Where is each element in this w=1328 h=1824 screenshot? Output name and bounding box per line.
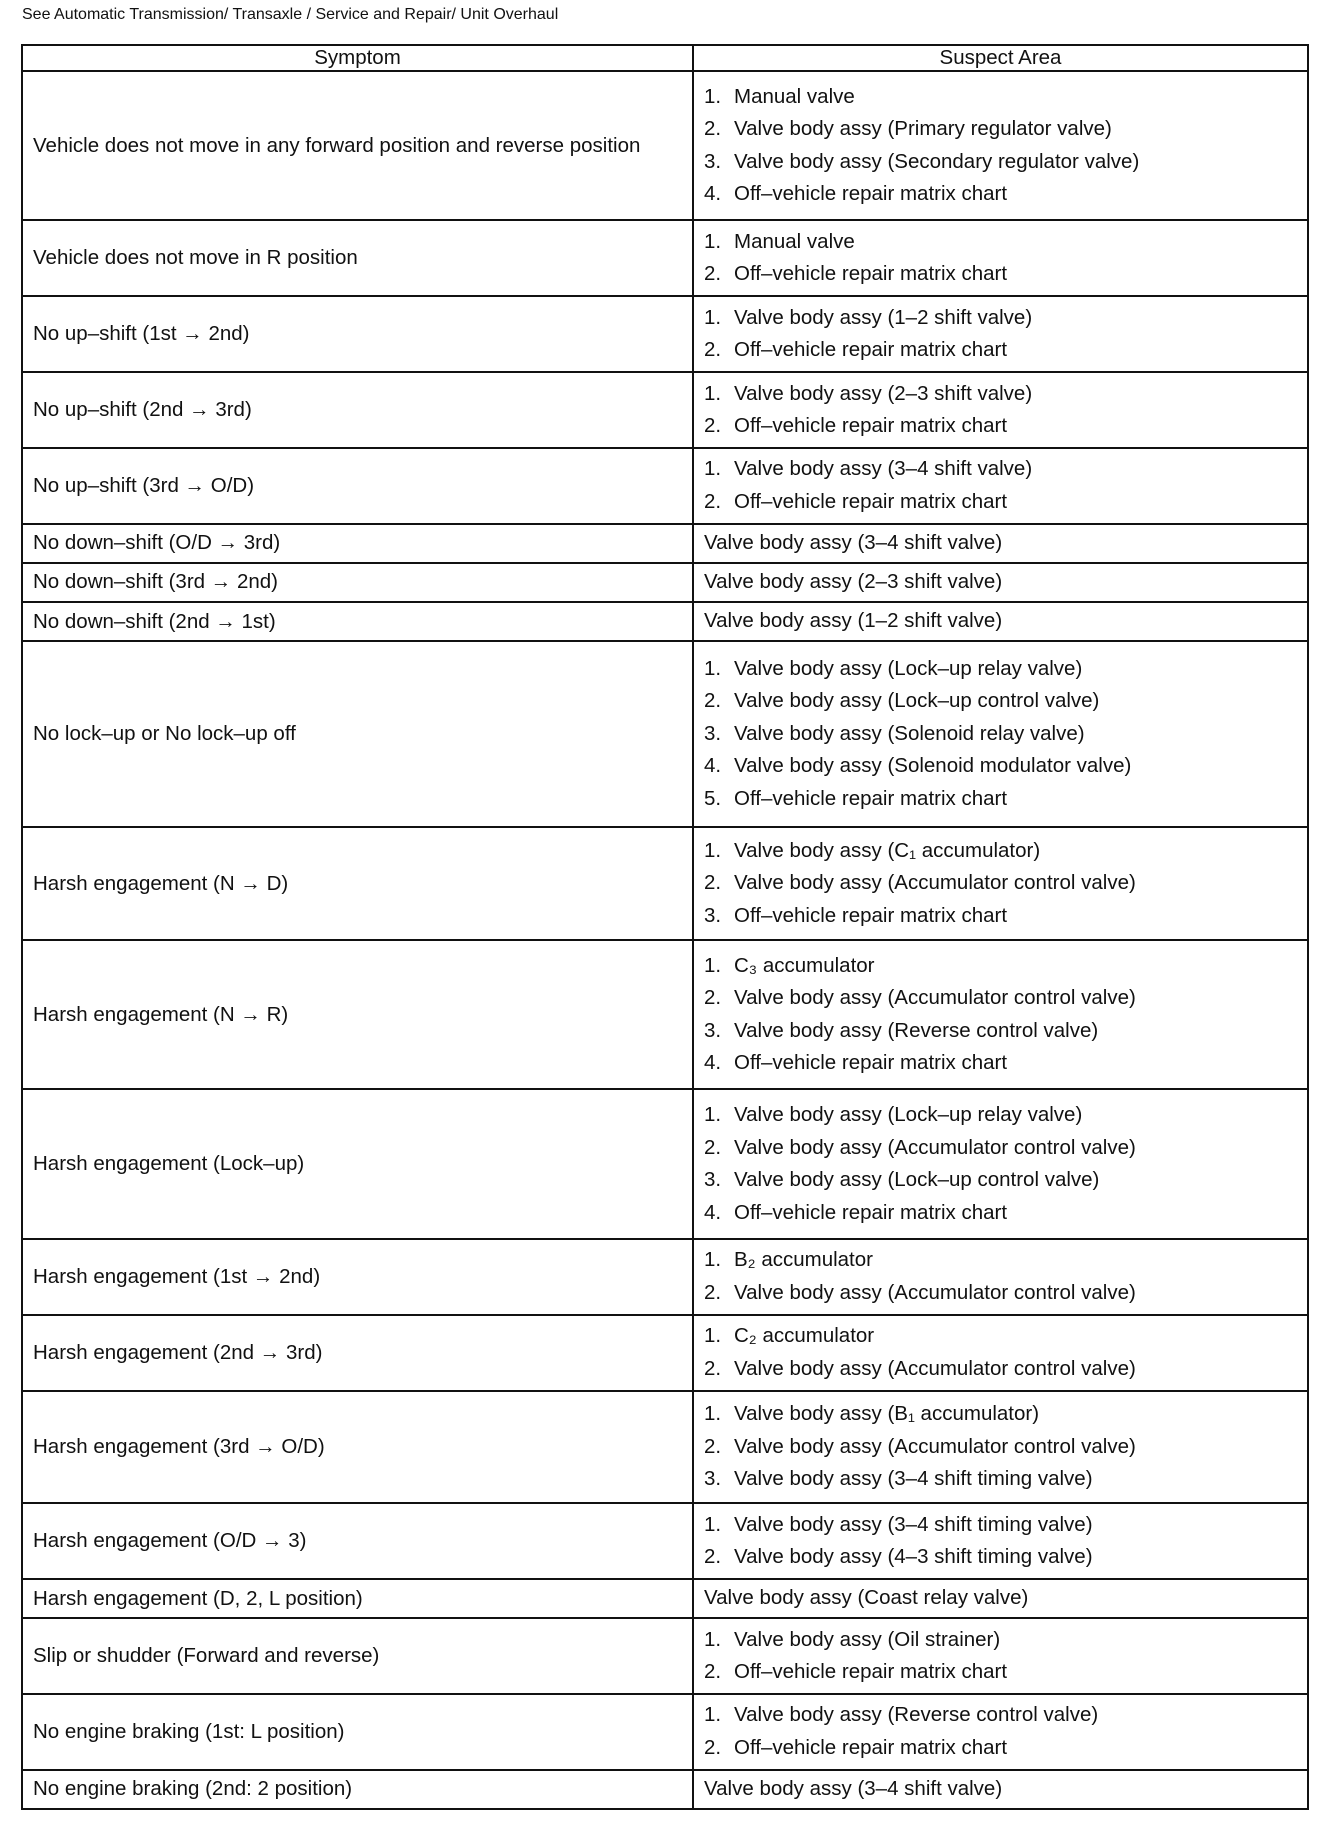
item-text: C₃ accumulator <box>734 953 875 977</box>
item-text: Off–vehicle repair matrix chart <box>734 338 1008 362</box>
table-row <box>22 1391 1308 1504</box>
item-number: 1. <box>704 1402 722 1426</box>
suspect-area-item <box>704 1431 1297 1464</box>
suspect-area-cell <box>693 448 1308 524</box>
suspect-area-item <box>704 982 1297 1015</box>
symptom-text: No engine braking (2nd: 2 position) <box>33 1777 353 1801</box>
item-number: 1. <box>704 1248 722 1272</box>
suspect-area-cell <box>693 71 1308 220</box>
suspect-area-item <box>704 1463 1297 1496</box>
item-number: 1. <box>704 229 722 253</box>
item-number: 1. <box>704 1103 722 1127</box>
suspect-area-item <box>704 900 1297 933</box>
table-row <box>22 1770 1308 1809</box>
suspect-area-cell <box>693 372 1308 448</box>
symptom-text: No up–shift (2nd → 3rd) <box>33 398 252 422</box>
item-number: 2. <box>704 117 722 141</box>
symptom-text: Harsh engagement (3rd → O/D) <box>33 1434 325 1458</box>
item-text: Valve body assy (Reverse control valve) <box>734 1703 1099 1727</box>
item-text: Off–vehicle repair matrix chart <box>734 903 1008 927</box>
suspect-area-cell <box>693 524 1308 563</box>
symptom-cell <box>22 448 693 524</box>
item-number: 3. <box>704 721 722 745</box>
suspect-area-item <box>704 718 1297 751</box>
symptom-cell <box>22 1239 693 1315</box>
item-text: Off–vehicle repair matrix chart <box>734 182 1008 206</box>
suspect-area-item <box>704 750 1297 783</box>
symptom-text: No lock–up or No lock–up off <box>33 722 296 746</box>
symptom-text: Vehicle does not move in R position <box>33 246 358 270</box>
suspect-area-cell <box>693 296 1308 372</box>
suspect-area-item <box>704 950 1297 983</box>
suspect-area-item <box>704 1541 1297 1574</box>
item-number: 2. <box>704 414 722 438</box>
symptom-text: No up–shift (3rd → O/D) <box>33 473 255 497</box>
item-number: 2. <box>704 1135 722 1159</box>
symptom-text: Slip or shudder (Forward and reverse) <box>33 1644 380 1668</box>
suspect-area-cell <box>693 1089 1308 1238</box>
table-row <box>22 524 1308 563</box>
item-text: Valve body assy (4–3 shift timing valve) <box>734 1545 1093 1569</box>
item-number: 4. <box>704 182 722 206</box>
suspect-area-item <box>704 453 1297 486</box>
symptom-text: Harsh engagement (N → D) <box>33 871 289 895</box>
symptom-cell <box>22 1391 693 1504</box>
suspect-area-text: Valve body assy (Coast relay valve) <box>704 1586 1029 1610</box>
suspect-area-item <box>704 146 1297 179</box>
item-text: Valve body assy (Solenoid modulator valve) <box>734 754 1132 778</box>
item-text: Valve body assy (Lock–up control valve) <box>734 689 1100 713</box>
item-text: Valve body assy (3–4 shift valve) <box>734 457 1033 481</box>
item-number: 2. <box>704 489 722 513</box>
item-text: Valve body assy (Accumulator control valve) <box>734 871 1136 895</box>
table-row <box>22 220 1308 296</box>
suspect-area-item <box>704 783 1297 816</box>
table-row <box>22 1694 1308 1770</box>
item-number: 1. <box>704 381 722 405</box>
symptom-cell <box>22 1618 693 1694</box>
suspect-area-item <box>704 178 1297 211</box>
item-text: Valve body assy (Accumulator control valve) <box>734 1135 1136 1159</box>
item-text: Off–vehicle repair matrix chart <box>734 489 1008 513</box>
symptom-text: Harsh engagement (D, 2, L position) <box>33 1586 363 1610</box>
suspect-area-item <box>704 1277 1297 1310</box>
suspect-area-text: Valve body assy (3–4 shift valve) <box>704 531 1003 555</box>
table-row <box>22 296 1308 372</box>
item-text: Manual valve <box>734 84 855 108</box>
item-text: Valve body assy (3–4 shift timing valve) <box>734 1512 1093 1536</box>
suspect-area-cell <box>693 220 1308 296</box>
item-number: 2. <box>704 1545 722 1569</box>
symptom-cell <box>22 524 693 563</box>
item-text: Off–vehicle repair matrix chart <box>734 1735 1008 1759</box>
symptom-cell <box>22 641 693 827</box>
suspect-area-item <box>704 113 1297 146</box>
table-row <box>22 448 1308 524</box>
suspect-area-item <box>704 1509 1297 1542</box>
item-number: 1. <box>704 953 722 977</box>
symptom-cell <box>22 1315 693 1391</box>
item-text: Off–vehicle repair matrix chart <box>734 786 1008 810</box>
item-text: Valve body assy (Accumulator control valve) <box>734 1356 1136 1380</box>
item-text: Off–vehicle repair matrix chart <box>734 1200 1008 1224</box>
item-text: Manual valve <box>734 229 855 253</box>
item-number: 2. <box>704 262 722 286</box>
suspect-area-text: Valve body assy (3–4 shift valve) <box>704 1777 1003 1801</box>
item-number: 1. <box>704 84 722 108</box>
item-text: Valve body assy (Accumulator control valve) <box>734 1280 1136 1304</box>
item-text: Valve body assy (Reverse control valve) <box>734 1018 1099 1042</box>
item-text: Off–vehicle repair matrix chart <box>734 414 1008 438</box>
item-number: 1. <box>704 838 722 862</box>
problem-symptoms-table <box>21 44 1309 1810</box>
table-row <box>22 602 1308 641</box>
symptom-cell <box>22 296 693 372</box>
item-number: 4. <box>704 1200 722 1224</box>
symptom-cell <box>22 1579 693 1618</box>
suspect-area-item <box>704 1624 1297 1657</box>
item-text: Valve body assy (Oil strainer) <box>734 1627 1001 1651</box>
document-header-note: See Automatic Transmission/ Transaxle / Service and Repair/ Unit Overhaul <box>22 6 559 23</box>
symptom-cell <box>22 1503 693 1579</box>
item-number: 1. <box>704 656 722 680</box>
suspect-area-item <box>704 1099 1297 1132</box>
symptom-cell <box>22 602 693 641</box>
table-row <box>22 641 1308 827</box>
suspect-area-item <box>704 1398 1297 1431</box>
suspect-area-cell <box>693 641 1308 827</box>
symptom-column-header: Symptom <box>22 45 693 71</box>
table-row <box>22 563 1308 602</box>
symptom-text: No down–shift (2nd → 1st) <box>33 609 276 633</box>
suspect-area-item <box>704 258 1297 291</box>
suspect-area-cell <box>693 827 1308 940</box>
symptom-text: No up–shift (1st → 2nd) <box>33 322 250 346</box>
suspect-area-item <box>704 486 1297 519</box>
suspect-area-item <box>704 410 1297 443</box>
item-number: 2. <box>704 689 722 713</box>
symptom-cell <box>22 563 693 602</box>
symptom-cell <box>22 71 693 220</box>
suspect-area-cell <box>693 1579 1308 1618</box>
suspect-area-item <box>704 835 1297 868</box>
table-row <box>22 940 1308 1089</box>
suspect-area-item <box>704 378 1297 411</box>
suspect-area-cell <box>693 1694 1308 1770</box>
symptom-cell <box>22 827 693 940</box>
item-number: 2. <box>704 986 722 1010</box>
suspect-area-item <box>704 1244 1297 1277</box>
suspect-area-item <box>704 1353 1297 1386</box>
suspect-area-item <box>704 867 1297 900</box>
item-text: Valve body assy (3–4 shift timing valve) <box>734 1467 1093 1491</box>
item-number: 2. <box>704 1660 722 1684</box>
suspect-area-item <box>704 1015 1297 1048</box>
suspect-area-item <box>704 1132 1297 1165</box>
item-number: 1. <box>704 1703 722 1727</box>
item-text: Valve body assy (B₁ accumulator) <box>734 1402 1040 1426</box>
suspect-area-item <box>704 1164 1297 1197</box>
table-row <box>22 1089 1308 1238</box>
symptom-text: Harsh engagement (N → R) <box>33 1002 289 1026</box>
suspect-area-cell <box>693 1391 1308 1504</box>
table-row <box>22 1239 1308 1315</box>
table-row <box>22 1579 1308 1618</box>
symptom-text: Harsh engagement (Lock–up) <box>33 1152 305 1176</box>
item-number: 5. <box>704 786 722 810</box>
suspect-area-column-header: Suspect Area <box>693 45 1308 71</box>
symptom-cell <box>22 940 693 1089</box>
suspect-area-item <box>704 1656 1297 1689</box>
suspect-area-item <box>704 226 1297 259</box>
suspect-area-item <box>704 653 1297 686</box>
item-number: 2. <box>704 871 722 895</box>
item-text: Valve body assy (Primary regulator valve) <box>734 117 1112 141</box>
item-number: 1. <box>704 1512 722 1536</box>
item-text: Valve body assy (Accumulator control valve) <box>734 986 1136 1010</box>
item-text: Valve body assy (Accumulator control valve) <box>734 1434 1136 1458</box>
symptom-cell <box>22 1694 693 1770</box>
item-number: 1. <box>704 457 722 481</box>
symptom-text: Vehicle does not move in any forward position and reverse position <box>33 133 641 157</box>
suspect-area-cell <box>693 602 1308 641</box>
symptom-text: No engine braking (1st: L position) <box>33 1719 345 1743</box>
suspect-area-item <box>704 302 1297 335</box>
suspect-area-cell <box>693 563 1308 602</box>
item-number: 4. <box>704 1051 722 1075</box>
suspect-area-text: Valve body assy (2–3 shift valve) <box>704 570 1003 594</box>
suspect-area-cell <box>693 1503 1308 1579</box>
item-number: 2. <box>704 1434 722 1458</box>
suspect-area-item <box>704 1197 1297 1230</box>
table-row <box>22 1618 1308 1694</box>
symptom-cell <box>22 220 693 296</box>
suspect-area-cell <box>693 940 1308 1089</box>
item-text: Valve body assy (Lock–up relay valve) <box>734 656 1083 680</box>
suspect-area-cell <box>693 1315 1308 1391</box>
item-text: C₂ accumulator <box>734 1324 875 1348</box>
item-number: 4. <box>704 754 722 778</box>
symptom-cell <box>22 1089 693 1238</box>
item-text: B₂ accumulator <box>734 1248 873 1272</box>
item-text: Valve body assy (1–2 shift valve) <box>734 305 1033 329</box>
item-number: 3. <box>704 149 722 173</box>
item-number: 3. <box>704 903 722 927</box>
symptom-text: No down–shift (O/D → 3rd) <box>33 531 281 555</box>
table-row <box>22 71 1308 220</box>
item-number: 1. <box>704 1324 722 1348</box>
item-text: Valve body assy (Secondary regulator valve) <box>734 149 1140 173</box>
table-header-row <box>22 45 1308 71</box>
table-row <box>22 827 1308 940</box>
suspect-area-item <box>704 1320 1297 1353</box>
item-text: Off–vehicle repair matrix chart <box>734 1660 1008 1684</box>
suspect-area-item <box>704 334 1297 367</box>
item-number: 1. <box>704 1627 722 1651</box>
suspect-area-cell <box>693 1239 1308 1315</box>
item-number: 2. <box>704 338 722 362</box>
symptom-text: Harsh engagement (1st → 2nd) <box>33 1264 321 1288</box>
item-text: Valve body assy (Lock–up relay valve) <box>734 1103 1083 1127</box>
item-text: Off–vehicle repair matrix chart <box>734 262 1008 286</box>
table-row <box>22 372 1308 448</box>
item-text: Off–vehicle repair matrix chart <box>734 1051 1008 1075</box>
suspect-area-item <box>704 1732 1297 1765</box>
item-number: 2. <box>704 1280 722 1304</box>
item-text: Valve body assy (C₁ accumulator) <box>734 838 1041 862</box>
item-number: 3. <box>704 1467 722 1491</box>
item-text: Valve body assy (Lock–up control valve) <box>734 1168 1100 1192</box>
symptom-text: Harsh engagement (2nd → 3rd) <box>33 1340 323 1364</box>
item-number: 2. <box>704 1356 722 1380</box>
symptom-cell <box>22 1770 693 1809</box>
table-row <box>22 1503 1308 1579</box>
suspect-area-item <box>704 1699 1297 1732</box>
item-number: 3. <box>704 1168 722 1192</box>
symptom-text: Harsh engagement (O/D → 3) <box>33 1529 307 1553</box>
item-text: Valve body assy (Solenoid relay valve) <box>734 721 1085 745</box>
table-row <box>22 1315 1308 1391</box>
item-number: 1. <box>704 305 722 329</box>
item-text: Valve body assy (2–3 shift valve) <box>734 381 1033 405</box>
symptom-cell <box>22 372 693 448</box>
suspect-area-cell <box>693 1618 1308 1694</box>
suspect-area-text: Valve body assy (1–2 shift valve) <box>704 609 1003 633</box>
suspect-area-item <box>704 685 1297 718</box>
suspect-area-item <box>704 1047 1297 1080</box>
table-body <box>22 71 1308 1809</box>
suspect-area-cell <box>693 1770 1308 1809</box>
suspect-area-item <box>704 81 1297 114</box>
item-number: 3. <box>704 1018 722 1042</box>
item-number: 2. <box>704 1735 722 1759</box>
symptom-text: No down–shift (3rd → 2nd) <box>33 570 278 594</box>
